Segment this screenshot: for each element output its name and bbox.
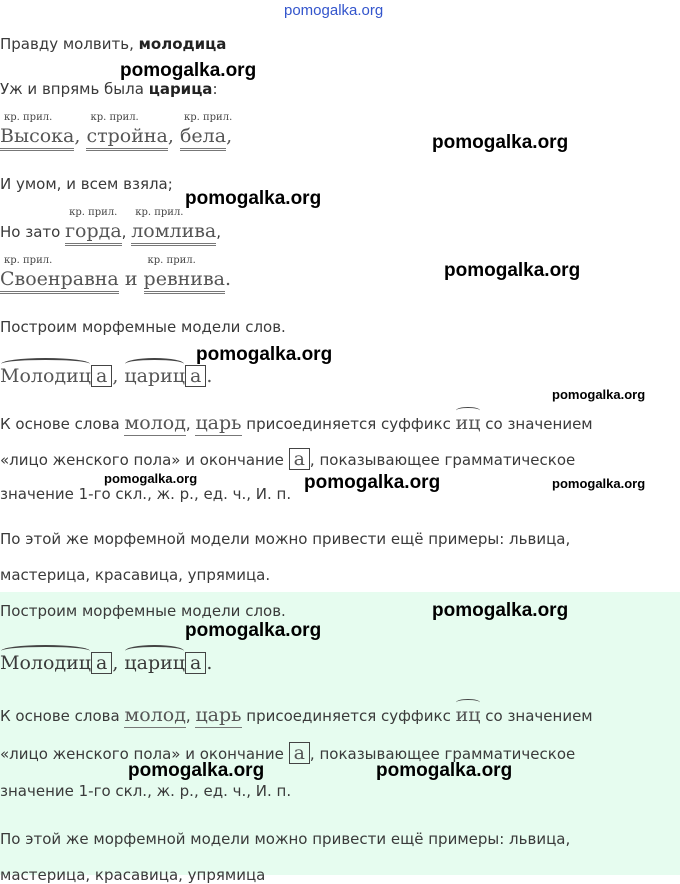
ending-box: а <box>185 652 206 674</box>
highlight-block <box>0 592 680 884</box>
text: К основе слова <box>0 415 125 433</box>
text: присоединяется суффикс <box>241 707 456 725</box>
bold-word: молодица <box>138 35 227 53</box>
watermark: pomogalka.org <box>104 471 198 486</box>
text: Но зато <box>0 223 66 241</box>
text: «лицо женского пола» и окончание <box>0 451 289 469</box>
pos-tag: кр. прил. <box>90 112 139 123</box>
morpheme-model: Молодиц а , цариц а . <box>0 652 213 674</box>
para-line-1: К основе слова молод, царь присоединяется суффикс иц со значением <box>0 704 593 726</box>
poem-line-3: кр. прил. Высока, кр. прил. стройна, кр. прил. бела, <box>0 125 232 151</box>
text: и <box>124 268 138 290</box>
word-molod: молод <box>124 412 186 434</box>
text: присоединяется суффикс <box>241 415 456 433</box>
morph-root: цариц <box>124 365 185 387</box>
morph-root: цариц <box>124 652 185 674</box>
watermark: pomogalka.org <box>185 188 322 209</box>
watermark: pomogalka.org <box>432 132 569 153</box>
word: ревнива <box>143 268 225 290</box>
pos-tag: кр. прил. <box>4 112 53 123</box>
watermark: pomogalka.org <box>304 472 441 493</box>
poem-line-5: Но зато кр. прил. горда, кр. прил. ломлива, <box>0 220 221 246</box>
morpheme-model: Молодиц а , цариц а . <box>0 365 213 387</box>
poem-line-4: И умом, и всем взяла; <box>0 175 173 193</box>
watermark: pomogalka.org <box>432 600 569 621</box>
ending-box: а <box>289 742 310 764</box>
text: «лицо женского пола» и окончание <box>0 745 289 763</box>
watermark: pomogalka.org <box>185 620 322 641</box>
suffix: иц <box>455 704 481 726</box>
word-stroyna <box>86 112 168 151</box>
word-tsar: царь <box>195 704 242 726</box>
pos-tag: кр. прил. <box>183 112 233 123</box>
watermark: pomogalka.org <box>552 387 646 402</box>
word: ломлива <box>131 220 217 242</box>
word-tsar: царь <box>195 412 242 434</box>
word-molod: молод <box>124 704 186 726</box>
watermark: pomogalka.org <box>196 344 333 365</box>
suffix: иц <box>455 412 481 434</box>
word-gorda <box>65 207 122 246</box>
watermark: pomogalka.org <box>444 260 581 281</box>
para-line-3: значение 1-го скл., ж. р., ед. ч., И. п. <box>0 782 292 800</box>
word: Высока <box>0 125 75 147</box>
watermark: pomogalka.org <box>552 476 646 491</box>
word-vysoka <box>0 112 75 151</box>
pos-tag: кр. прил. <box>147 255 196 266</box>
watermark: pomogalka.org <box>120 60 257 81</box>
watermark: pomogalka.org <box>376 760 513 781</box>
pos-tag: кр. прил. <box>69 207 118 218</box>
poem-line-1 <box>0 35 226 53</box>
ending-box: а <box>289 448 310 470</box>
watermark-top: pomogalka.org <box>284 2 384 19</box>
morph-root: Молодиц <box>0 365 91 387</box>
para-line-5-cut: мастерица, красавица, упрямица <box>0 866 266 884</box>
text: : <box>212 80 218 98</box>
section-heading: Построим морфемные модели слов. <box>0 602 286 620</box>
ending-box: а <box>91 365 112 387</box>
word: бела <box>179 125 227 147</box>
para-line-5: мастерица, красавица, упрямица. <box>0 566 271 584</box>
ending-box: а <box>91 652 112 674</box>
word-lomliva <box>131 207 217 246</box>
word: стройна <box>86 125 168 147</box>
text: , показывающее грамматическое <box>309 451 576 469</box>
text: Правду молвить, <box>0 35 139 53</box>
para-line-3: значение 1-го скл., ж. р., ед. ч., И. п. <box>0 485 292 503</box>
text: , показывающее грамматическое <box>309 745 576 763</box>
morph-root: Молодиц <box>0 652 91 674</box>
word: горда <box>65 220 122 242</box>
word-bela <box>179 112 233 151</box>
pos-tag: кр. прил. <box>4 255 53 266</box>
word-revniva <box>143 255 225 294</box>
bold-word: царица <box>148 80 213 98</box>
para-line-1: К основе слова молод, царь присоединяется суффикс иц со значением <box>0 412 593 434</box>
watermark: pomogalka.org <box>128 760 265 781</box>
para-line-4: По этой же морфемной модели можно привести ещё примеры: львица, <box>0 530 571 548</box>
poem-line-6: кр. прил. Своенравна и кр. прил. ревнива. <box>0 268 231 294</box>
text: со значением <box>480 707 593 725</box>
word: Своенравна <box>0 268 119 290</box>
text: Уж и впрямь была <box>0 80 149 98</box>
para-line-4: По этой же морфемной модели можно привести ещё примеры: львица, <box>0 830 571 848</box>
ending-box: а <box>185 365 206 387</box>
poem-line-2 <box>0 80 218 98</box>
text: К основе слова <box>0 707 125 725</box>
para-line-2 <box>0 448 575 470</box>
pos-tag: кр. прил. <box>135 207 184 218</box>
text: со значением <box>480 415 593 433</box>
section-heading: Построим морфемные модели слов. <box>0 318 286 336</box>
